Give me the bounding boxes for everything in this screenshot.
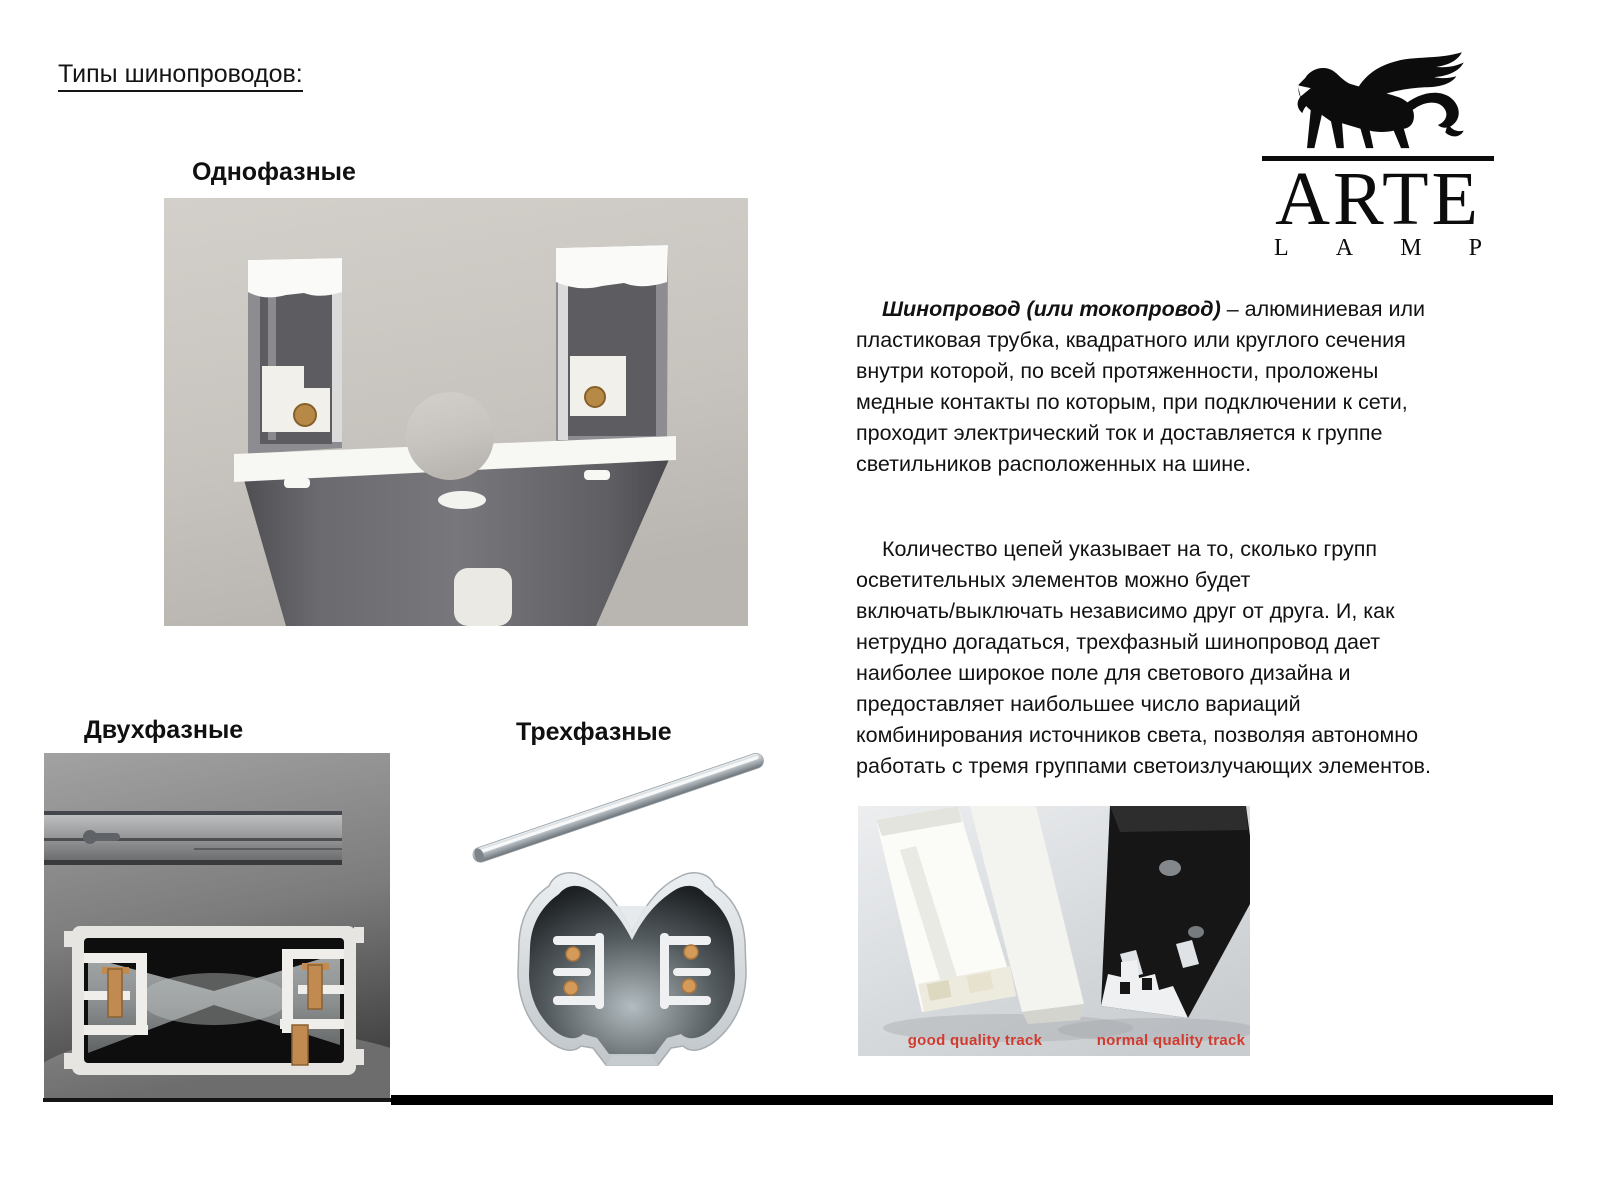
text-line: – алюминиевая или [1220,297,1426,321]
term-lead: Шинопровод (или токопровод) [882,297,1221,321]
text-line: проходит электрический ток и доставляется к группе [856,421,1383,445]
photo-single-phase-track [164,198,748,626]
label-two-phase: Двухфазные [84,716,244,744]
text-line: предоставляет наибольшее число вариаций [856,692,1301,716]
text-line: осветительных элементов можно будет [856,568,1251,592]
text-line: работать с тремя группами светоизлучающих элементов. [856,754,1431,778]
track-quality-image [858,806,1250,1056]
three-phase-track-image [455,728,780,1073]
text-line: нетрудно догадаться, трехфазный шинопровод дает [856,630,1381,654]
bottom-rule-thin [43,1098,391,1102]
text-line: наиболее широкое поле для светового дизайна и [856,661,1351,685]
logo-brand-text: ARTE [1275,157,1481,241]
text-line: комбинирования источников света, позволяя автономно [856,723,1419,747]
label-single-phase: Однофазные [192,158,356,186]
page-title: Типы шинопроводов: [58,60,303,92]
single-phase-track-image [164,198,748,626]
arte-lamp-logo [1262,50,1494,262]
photo-three-phase-track [455,728,780,1073]
text-line: светильников расположенных на шине. [856,452,1252,476]
label-three-phase: Трехфазные [516,718,672,746]
text-line: пластиковая трубка, квадратного или круглого сечения [856,328,1406,352]
logo-letter: L [1274,235,1289,261]
caption-normal-quality: normal quality track [1096,1032,1246,1049]
paragraph-definition [856,294,1504,480]
caption-good-quality: good quality track [907,1032,1043,1049]
text-line: включать/выключать независимо друг от друга. И, как [856,599,1395,623]
photo-two-phase-track [44,753,390,1098]
winged-lion-icon [1272,50,1484,154]
two-phase-track-image [44,753,390,1098]
paragraph-circuits [856,534,1504,782]
text-line [856,294,1504,325]
text-line: внутри которой, по всей протяженности, проложены [856,359,1379,383]
bottom-rule-thick [391,1095,1553,1105]
text-line: медные контакты по которым, при подключении к сети, [856,390,1408,414]
logo-letter: P [1468,235,1482,261]
photo-track-quality-comparison [858,806,1250,1056]
logo-letter: A [1335,235,1354,261]
text-line: Количество цепей указывает на то, сколько групп [882,537,1378,561]
logo-letter: M [1400,235,1422,261]
